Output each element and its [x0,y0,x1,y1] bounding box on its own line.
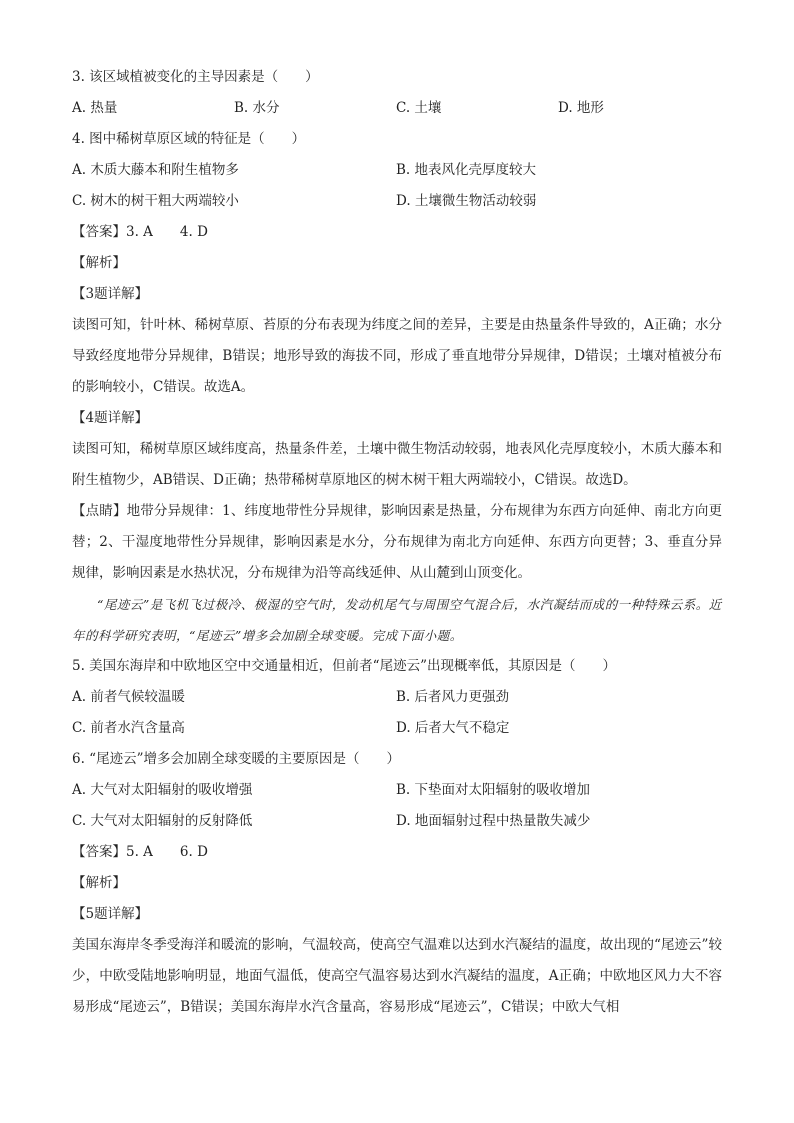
material-paragraph: “尾迹云”是飞机飞过极冷、极湿的空气时，发动机尾气与周围空气混合后，水汽凝结而成的一种特殊云系。近年的科学研究表明，“尾迹云”增多会加剧全球变暖。完成下面小题。 [72,597,722,643]
question-6-options-row1 [72,775,722,806]
question-4-stem: 4. 图中稀树草原区域的特征是（ ） [72,131,306,147]
question-6-stem: 6. “尾迹云”增多会加剧全球变暖的主要原因是（ ） [72,751,400,767]
detail-4-text: 读图可知，稀树草原区域纬度高，热量条件差，土壤中微生物活动较弱，地表风化壳厚度较小，木质大藤本和附生植物少，AB错误、D正确；热带稀树草原地区的树木树干粗大两端较小，C错误。故选D。 [72,441,722,488]
answer-3-4: 【答案】3. A 4. D [72,224,208,240]
question-3-options [72,93,722,124]
q5-option-b: B. 后者风力更强劲 [396,689,510,705]
detail-3-text: 读图可知，针叶林、稀树草原、苔原的分布表现为纬度之间的差异，主要是由热量条件导致的，A正确；水分导致经度地带分异规律，B错误；地形导致的海拔不同，形成了垂直地带分异规律，D错误；土壤对植被分布的影响较小，C错误。故选A。 [72,317,722,395]
detail-3-title: 【3题详解】 [72,286,149,302]
q3-option-b: B. 水分 [234,100,280,116]
q6-option-b: B. 下垫面对太阳辐射的吸收增加 [396,782,591,798]
question-4-options-row1 [72,155,722,186]
detail-5-title: 【5题详解】 [72,906,149,922]
analysis-heading-2: 【解析】 [72,875,126,891]
question-5-stem: 5. 美国东海岸和中欧地区空中交通量相近，但前者“尾迹云”出现概率低，其原因是（ ） [72,658,616,674]
question-6-options-row2 [72,806,722,837]
q3-option-c: C. 土壤 [396,100,442,116]
q5-option-d: D. 后者大气不稳定 [396,720,510,736]
q4-option-d: D. 土壤微生物活动较弱 [396,193,537,209]
q3-option-a: A. 热量 [72,100,118,116]
q4-option-c: C. 树木的树干粗大两端较小 [72,193,239,209]
analysis-heading-1: 【解析】 [72,255,126,271]
detail-5-text: 美国东海岸冬季受海洋和暖流的影响，气温较高，使高空气温难以达到水汽凝结的温度，故出现的“尾迹云”较少，中欧受陆地影响明显，地面气温低，使高空气温容易达到水汽凝结的温度，A正确；中欧地区风力大不容易形成“尾迹云”，B错误；美国东海岸水汽含量高，容易形成“尾迹云”，C错误；中欧大气相 [72,937,722,1015]
q5-option-a: A. 前者气候较温暖 [72,689,185,705]
document-page [72,62,722,1023]
q4-option-a: A. 木质大藤本和附生植物多 [72,162,239,178]
question-4-options-row2 [72,186,722,217]
question-5-options-row1 [72,682,722,713]
q6-option-c: C. 大气对太阳辐射的反射降低 [72,813,253,829]
q6-option-d: D. 地面辐射过程中热量散失减少 [396,813,591,829]
answer-5-6: 【答案】5. A 6. D [72,844,208,860]
question-5-options-row2 [72,713,722,744]
q6-option-a: A. 大气对太阳辐射的吸收增强 [72,782,253,798]
tip-paragraph: 【点睛】地带分异规律：1、纬度地带性分异规律，影响因素是热量，分布规律为东西方向延伸、南北方向更替；2、干湿度地带性分异规律，影响因素是水分，分布规律为南北方向延伸、东西方向更替；3、垂直分异规律，影响因素是水热状况，分布规律为沿等高线延伸、从山麓到山顶变化。 [72,503,722,581]
q4-option-b: B. 地表风化壳厚度较大 [396,162,537,178]
detail-4-title: 【4题详解】 [72,410,149,426]
question-3-stem: 3. 该区域植被变化的主导因素是（ ） [72,69,319,85]
q3-option-d: D. 地形 [558,100,604,116]
q5-option-c: C. 前者水汽含量高 [72,720,185,736]
